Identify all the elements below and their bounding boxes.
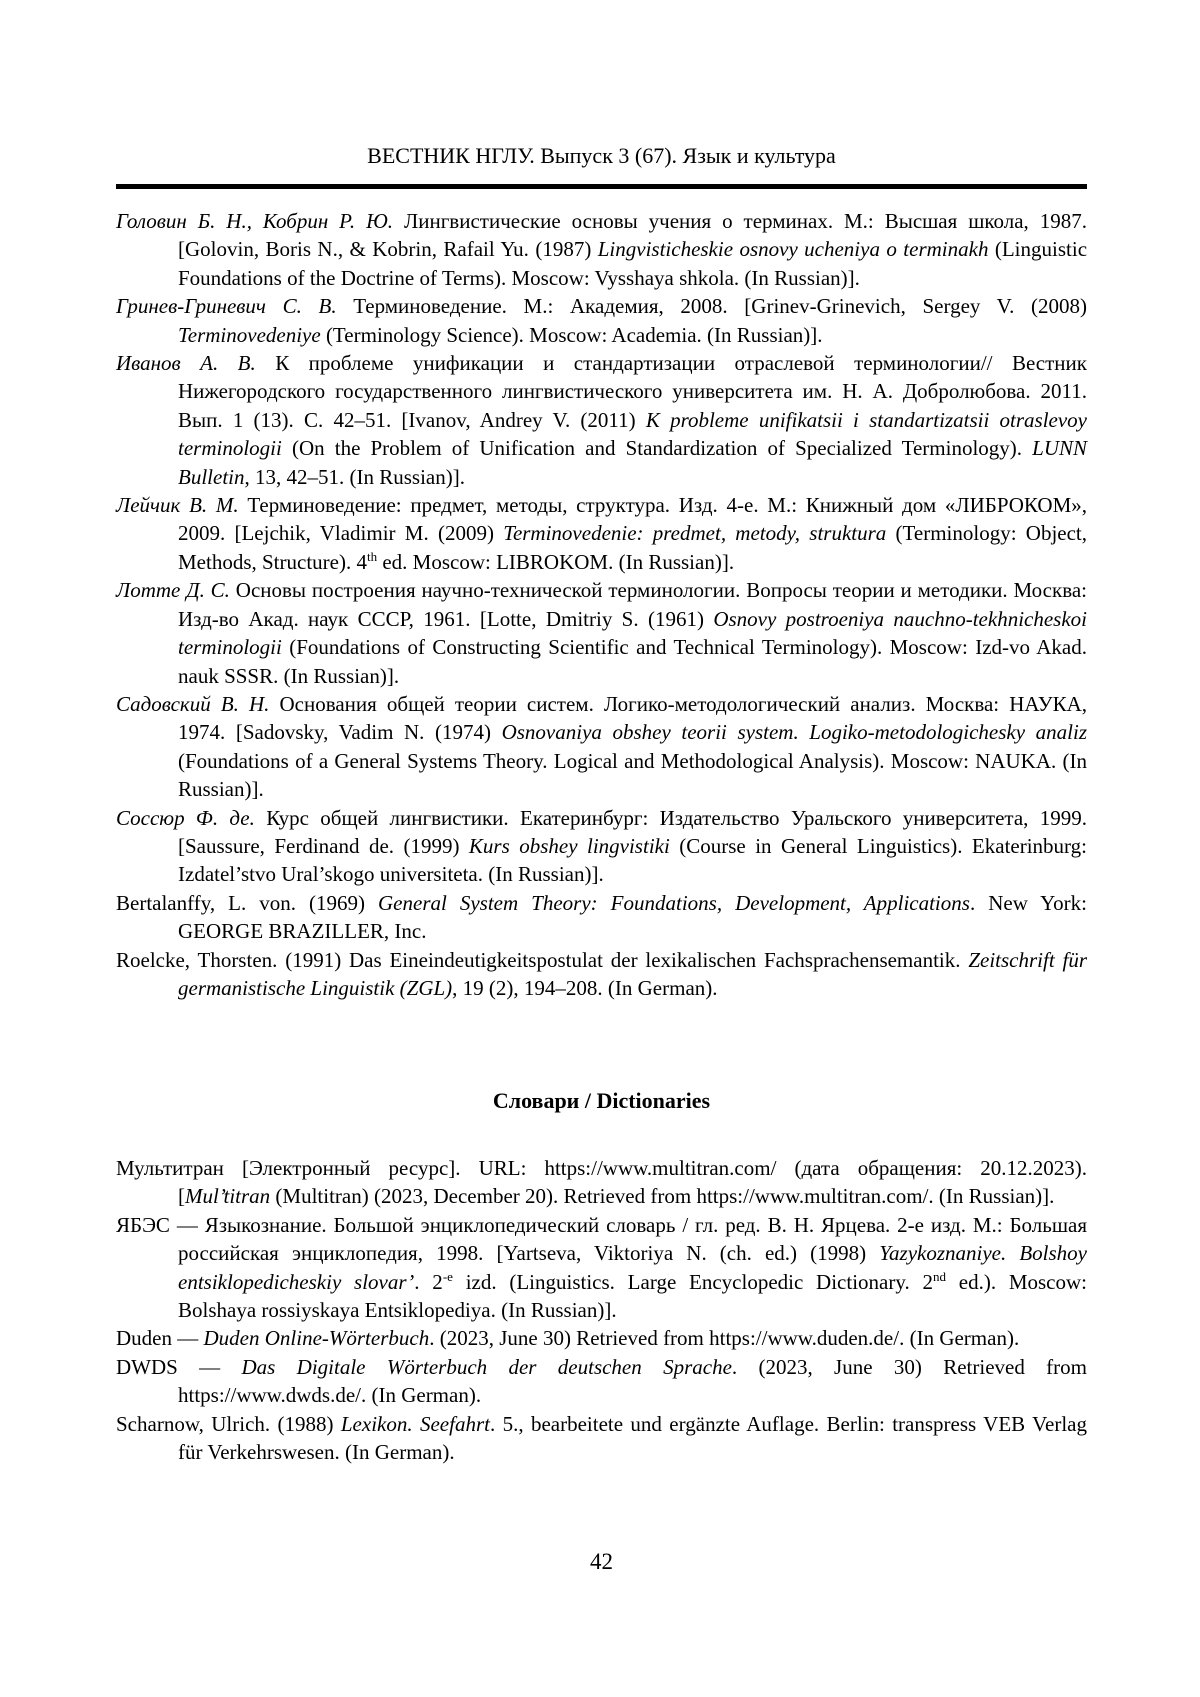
dictionaries-section-heading: Словари / Dictionaries <box>492 1088 711 1113</box>
dictionary-entry: Мультитран [Электронный ресурс]. URL: https://www.multitran.com/ (дата обращения: 20.12.2023). [Mul’titran (Multitran) (2023, December 20). Retrieved from https://www.multitran.com/. (In Russian)]. <box>116 1156 1087 1209</box>
page-number: 42 <box>590 1549 613 1574</box>
reference-entry: Bertalanffy, L. von. (1969) General System Theory: Foundations, Development, Applications. New York: GEORGE BRAZILLER, Inc. <box>116 890 1087 944</box>
reference-entry: Головин Б. Н., Кобрин Р. Ю. Лингвистические основы учения о терминах. М.: Высшая школа, 1987. [Golovin, Boris N., & Kobrin, Rafail Yu. (1987) Lingvisticheskie osnovy ucheniya o terminakh (Linguistic Foundations of the Doctrine of Terms). Moscow: Vysshaya shkola. (In Russian)]. <box>116 209 1088 290</box>
header-rule <box>116 184 1087 189</box>
reference-entry: Roelcke, Thorsten. (1991) Das Eineindeutigkeitspostulat der lexikalischen Fachsprachensemantik. Zeitschrift für germanistische Linguistik (ZGL), 19 (2), 194–208. (In German). <box>116 947 1087 1000</box>
dictionary-entry: Duden — Duden Online-Wörterbuch. (2023, June 30) Retrieved from https://www.duden.de/. (In German). <box>116 1326 1020 1351</box>
dictionary-entry: Scharnow, Ulrich. (1988) Lexikon. Seefahrt. 5., bearbeitete und ergänzte Auflage. Berlin: transpress VEB Verlag für Verkehrswesen. (In German). <box>116 1411 1087 1465</box>
reference-entry: Садовский В. Н. Основания общей теории систем. Логико-методологический анализ. Москва: НАУКА, 1974. [Sadovsky, Vadim N. (1974) Osnovaniya obshey teorii system. Logiko-metodologichesky analiz (Foundations of a General Systems Theory. Logical and Methodological Analysis). Moscow: NAUKA. (In Russian)]. <box>116 691 1087 802</box>
journal-running-head: ВЕСТНИК НГЛУ. Выпуск 3 (67). Язык и культура <box>367 143 836 168</box>
reference-entry: Гринев-Гриневич С. В. Терминоведение. М.: Академия, 2008. [Grinev-Grinevich, Sergey V. (2008) Terminovedeniye (Terminology Science). Moscow: Academia. (In Russian)]. <box>116 294 1088 347</box>
references-list <box>116 207 1087 1059</box>
reference-entry: Иванов А. В. К проблеме унификации и стандартизации отраслевой терминологии// Вестник Нижегородского государственного лингвистического университета им. Н. А. Добролюбова. 2011. Вып. 1 (13). С. 42–51. [Ivanov, Andrey V. (2011) K probleme unifikatsii i standartizatsii otraslevoy terminologii (On the Problem of Unification and Standardization of Specialized Terminology). LUNN Bulletin, 13, 42–51. (In Russian)]. <box>116 351 1087 489</box>
dictionary-entry: ЯБЭС — Языкознание. Большой энциклопедический словарь / гл. ред. В. Н. Ярцева. 2-е изд. М.: Большая российская энциклопедия, 1998. [Yartseva, Viktoriya N. (ch. ed.) (1998) Yazykoznaniye. Bolshoy entsiklopedicheskiy slovar’. $2^{-e}$ izd. (Linguistics. Large Encyclopedic Dictionary. 2nd ed.). Moscow: Bolshaya rossiyskaya Entsiklopediya. (In Russian)]. <box>116 1212 1088 1323</box>
reference-entry: Лотте Д. С. Основы построения научно-технической терминологии. Вопросы теории и методики. Москва: Изд-во Акад. наук СССР, 1961. [Lotte, Dmitriy S. (1961) Osnovy postroeniya nauchno-tekhnicheskoi terminologii (Foundations of Constructing Scientific and Technical Terminology). Moscow: Izd-vo Akad. nauk SSSR. (In Russian)]. <box>116 578 1087 688</box>
reference-entry: Соссюр Ф. де. Курс общей лингвистики. Екатеринбург: Издательство Уральского университета, 1999. [Saussure, Ferdinand de. (1999) Kurs obshey lingvistiki (Course in General Linguistics). Ekaterinburg: Izdatel’stvo Ural’skogo universiteta. (In Russian)]. <box>116 805 1088 887</box>
dictionaries-list <box>116 1154 1087 1466</box>
reference-entry: Лейчик В. М. Терминоведение: предмет, методы, структура. Изд. 4-е. М.: Книжный дом «ЛИБРОКОМ», 2009. [Lejchik, Vladimir M. (2009) Terminovedenie: predmet, metody, struktura (Terminology: Object, Methods, Structure). 4th ed. Moscow: LIBROKOM. (In Russian)]. <box>116 493 1088 574</box>
dictionary-entry: DWDS — Das Digitale Wörterbuch der deutschen Sprache. (2023, June 30) Retrieved from https://www.dwds.de/. (In German). <box>116 1354 1087 1408</box>
